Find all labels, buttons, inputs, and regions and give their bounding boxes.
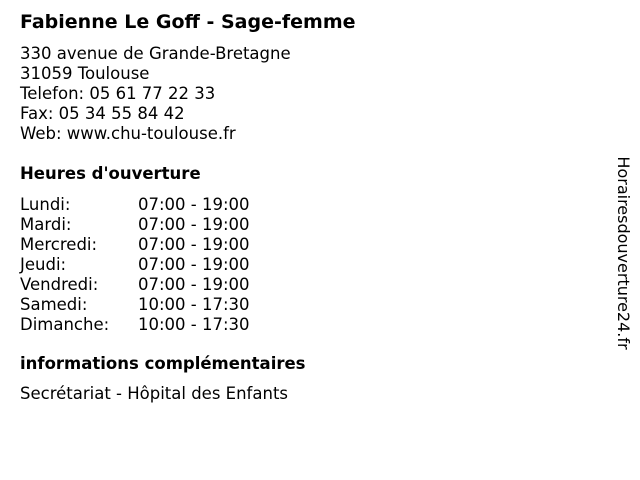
hours-row-thursday — [20, 255, 300, 275]
info-heading: informations complémentaires — [20, 354, 306, 373]
street-address: 330 avenue de Grande-Bretagne — [20, 44, 291, 63]
hours-day: Mardi: — [20, 215, 72, 234]
hours-time: 10:00 - 17:30 — [138, 315, 250, 334]
opening-hours-list — [20, 195, 300, 335]
city-address: 31059 Toulouse — [20, 64, 150, 83]
hours-row-sunday — [20, 315, 300, 335]
phone-number: Telefon: 05 61 77 22 33 — [20, 84, 216, 103]
hours-day: Lundi: — [20, 195, 71, 214]
hours-time: 10:00 - 17:30 — [138, 295, 250, 314]
page-title: Fabienne Le Goff - Sage-femme — [20, 11, 356, 33]
info-text: Secrétariat - Hôpital des Enfants — [20, 384, 289, 403]
hours-day: Jeudi: — [20, 255, 67, 274]
hours-time: 07:00 - 19:00 — [138, 275, 250, 294]
hours-row-monday — [20, 195, 300, 215]
hours-day: Vendredi: — [20, 275, 99, 294]
hours-time: 07:00 - 19:00 — [138, 215, 250, 234]
hours-time: 07:00 - 19:00 — [138, 195, 250, 214]
hours-time: 07:00 - 19:00 — [138, 255, 250, 274]
hours-day: Samedi: — [20, 295, 88, 314]
hours-row-friday — [20, 275, 300, 295]
hours-row-tuesday — [20, 215, 300, 235]
hours-day: Dimanche: — [20, 315, 110, 334]
hours-row-saturday — [20, 295, 300, 315]
site-watermark: Horairesdouverture24.fr — [614, 156, 633, 350]
website: Web: www.chu-toulouse.fr — [20, 124, 236, 143]
hours-row-wednesday — [20, 235, 300, 255]
fax-number: Fax: 05 34 55 84 42 — [20, 104, 185, 123]
hours-heading: Heures d'ouverture — [20, 164, 201, 183]
hours-day: Mercredi: — [20, 235, 98, 254]
hours-time: 07:00 - 19:00 — [138, 235, 250, 254]
address-block — [20, 44, 291, 144]
